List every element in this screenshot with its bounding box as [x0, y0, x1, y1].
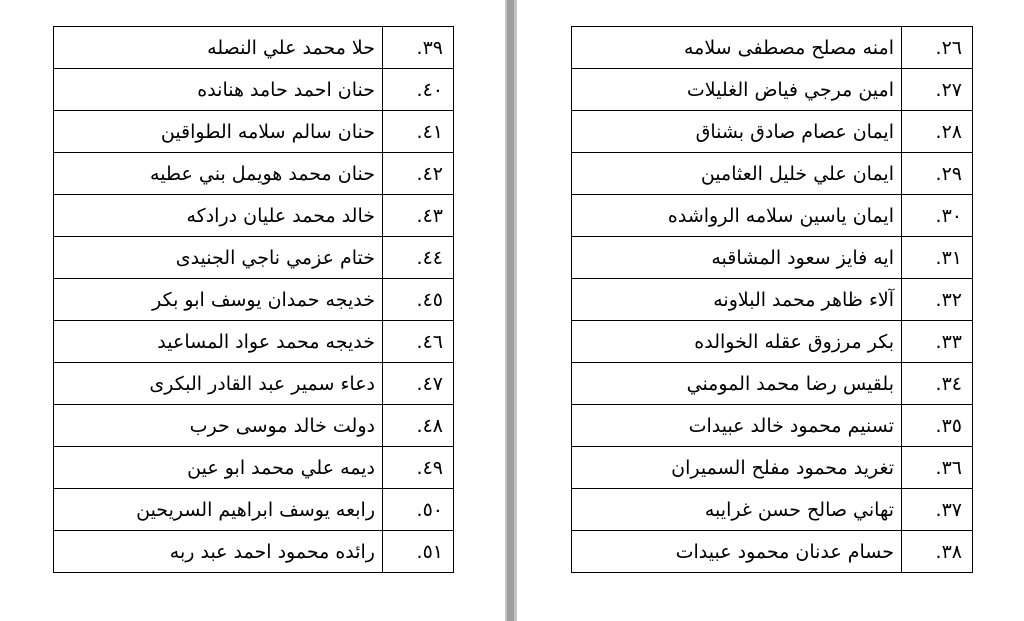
table-row [54, 237, 454, 279]
number-cell: ٣٦. [902, 447, 973, 489]
number-cell: ٤٧. [383, 363, 454, 405]
number-cell: ٢٦. [902, 27, 973, 69]
table-row [572, 195, 973, 237]
table-row [572, 69, 973, 111]
name-cell: ايمان ياسين سلامه الرواشده [572, 195, 902, 237]
table-row [54, 153, 454, 195]
name-cell: آلاء ظاهر محمد البلاونه [572, 279, 902, 321]
name-cell: حسام عدنان محمود عبيدات [572, 531, 902, 573]
number-cell: ٤٠. [383, 69, 454, 111]
number-cell: ٤٣. [383, 195, 454, 237]
number-cell: ٤٥. [383, 279, 454, 321]
table-row [54, 363, 454, 405]
name-cell: ايمان عصام صادق بشناق [572, 111, 902, 153]
number-cell: ٣٤. [902, 363, 973, 405]
names-table-right [571, 26, 973, 573]
table-row [54, 321, 454, 363]
page-divider [505, 0, 517, 621]
number-cell: ٣٣. [902, 321, 973, 363]
number-cell: ٣٢. [902, 279, 973, 321]
number-cell: ٢٩. [902, 153, 973, 195]
name-cell: تسنيم محمود خالد عبيدات [572, 405, 902, 447]
number-cell: ٤١. [383, 111, 454, 153]
table-row [572, 489, 973, 531]
name-cell: حلا محمد علي النصله [54, 27, 383, 69]
name-cell: ختام عزمي ناجي الجنيدى [54, 237, 383, 279]
number-cell: ٣٩. [383, 27, 454, 69]
table-row [54, 111, 454, 153]
number-cell: ٤٤. [383, 237, 454, 279]
number-cell: ٤٢. [383, 153, 454, 195]
table-row [572, 321, 973, 363]
name-cell: تهاني صالح حسن غرايبه [572, 489, 902, 531]
number-cell: ٣٨. [902, 531, 973, 573]
name-cell: رابعه يوسف ابراهيم السريحين [54, 489, 383, 531]
number-cell: ٣٧. [902, 489, 973, 531]
table-row [54, 489, 454, 531]
table-row [572, 111, 973, 153]
name-cell: حنان احمد حامد هنانده [54, 69, 383, 111]
name-cell: حنان محمد هويمل بني عطيه [54, 153, 383, 195]
name-cell: خالد محمد عليان درادكه [54, 195, 383, 237]
name-cell: ديمه علي محمد ابو عين [54, 447, 383, 489]
table-row [54, 279, 454, 321]
number-cell: ٣١. [902, 237, 973, 279]
table-row [572, 237, 973, 279]
number-cell: ٣٠. [902, 195, 973, 237]
number-cell: ٣٥. [902, 405, 973, 447]
table-row [572, 279, 973, 321]
name-cell: ايمان علي خليل العثامين [572, 153, 902, 195]
table-row [572, 153, 973, 195]
name-cell: خديجه محمد عواد المساعيد [54, 321, 383, 363]
number-cell: ٥٠. [383, 489, 454, 531]
name-cell: امين مرجي فياض الغليلات [572, 69, 902, 111]
table-row [54, 531, 454, 573]
table-row [54, 447, 454, 489]
table-row [572, 405, 973, 447]
name-cell: بلقيس رضا محمد المومني [572, 363, 902, 405]
table-row [572, 27, 973, 69]
name-cell: دعاء سمير عبد القادر البكرى [54, 363, 383, 405]
number-cell: ٤٨. [383, 405, 454, 447]
number-cell: ٤٩. [383, 447, 454, 489]
number-cell: ٤٦. [383, 321, 454, 363]
table-row [54, 69, 454, 111]
table-row [572, 363, 973, 405]
name-cell: رائده محمود احمد عبد ربه [54, 531, 383, 573]
table-row [572, 447, 973, 489]
names-table-left [53, 26, 454, 573]
name-cell: دولت خالد موسى حرب [54, 405, 383, 447]
number-cell: ٥١. [383, 531, 454, 573]
name-cell: تغريد محمود مفلح السميران [572, 447, 902, 489]
name-cell: امنه مصلح مصطفى سلامه [572, 27, 902, 69]
table-row [572, 531, 973, 573]
name-cell: خديجه حمدان يوسف ابو بكر [54, 279, 383, 321]
name-cell: حنان سالم سلامه الطواقين [54, 111, 383, 153]
name-cell: ايه فايز سعود المشاقبه [572, 237, 902, 279]
table-row [54, 27, 454, 69]
number-cell: ٢٨. [902, 111, 973, 153]
name-cell: بكر مرزوق عقله الخوالده [572, 321, 902, 363]
table-row [54, 405, 454, 447]
table-row [54, 195, 454, 237]
number-cell: ٢٧. [902, 69, 973, 111]
